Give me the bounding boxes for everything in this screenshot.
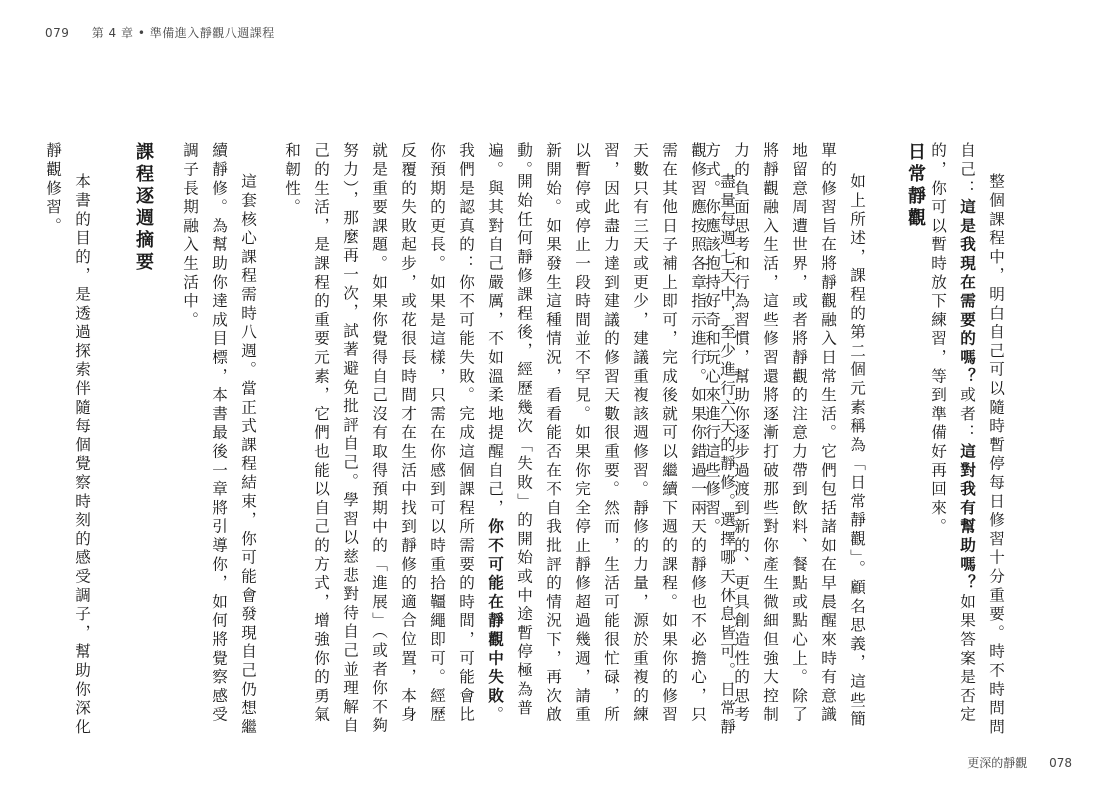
paragraph-core-course: 這套核心課程需時八週。當正式課程結束，你可能會發現自己仍想繼續靜修。為幫助你達成目標，本書最後一章將引導你，如何將覺察感受調子長期融入生活中。 bbox=[181, 142, 257, 737]
running-header bbox=[45, 24, 275, 41]
bold-statement: 你不可能在靜觀中失敗 bbox=[486, 518, 504, 706]
chapter-title: 第 4 章 • 準備進入靜觀八週課程 bbox=[91, 26, 275, 40]
paragraph-text: 。我們是認真的：你不可能失敗。完成這個課程所需要的時間，可能會比你預期的更長。如果是這樣，只需在你感到可以時重拾韁繩即可。經歷反覆的失敗起步，或花很長時間才在生活中找到靜修的適合位置，本身就是重要課題。如果你覺得自己沒有取得預期中的「進展」（或者你不夠努力），那麼再一次，試著避免批評自己。學習以慈悲對待自己並理解自己的生活，是課程的重要元素，它們也能以自己的方式，增強你的勇氣和韌性。 bbox=[283, 142, 504, 736]
paragraph-daily-mindfulness: 如上所述，課程的第二個元素稱為「日常靜觀」。顧名思義，這些簡單的修習旨在將靜觀融入日常生活。它們包括諸如在早晨醒來時有意識地留意周遭世界，或者將靜觀的注意力帶到飲料、餐點或點心上。除了將靜觀融入生活，這些修習還將逐漸打破那些對你產生微細但強大控制力的負面思考和行為習慣，幫助你逐步過渡到新的、更具創造性的思考方式。你應該抱持好奇和玩心來進行這些修習。 bbox=[703, 142, 866, 730]
bold-question: 這是我現在需要的嗎？ bbox=[958, 198, 976, 387]
running-footer bbox=[967, 754, 1072, 771]
book-title: 更深的靜觀 bbox=[967, 756, 1028, 770]
paragraph-text: 整個課程中，明白自己可以隨時暫停每日修習十分重要。時不時問問自己： bbox=[958, 142, 1005, 737]
paragraph-practice-frequency: 盡量每週七天中，至少進行六天的靜修。選擇哪天休息皆可。日常靜觀修習應按照各章指示進行。如果你錯過一兩天的靜修也不必擔心，只需在其他日子補上即可，完成後就可以繼續下週的課程。如果你的修習天數只有三天或更少，建議重複該週修習。靜修的力量，源於重複的練習，因此盡力達到建議的修習天數很重要。然而，生活可能很忙碌，所以暫停或停止一段時間並不罕見。如果你完全停止靜修超過幾週，請重新開始。如果發生這種情況，看看能否在不自我批評的情況下，再次啟動。 bbox=[515, 142, 736, 737]
section-heading-weekly-summary: 課程逐週摘要 bbox=[133, 142, 154, 274]
page-number-left: 079 bbox=[45, 26, 70, 40]
paragraph-pause-practice bbox=[923, 142, 1010, 742]
paragraph-text: 開始任何靜修課程後，經歷幾次「失敗」的開始或中途暫停極為普遍。與其對自己嚴厲，不如溫柔地提醒自己， bbox=[486, 142, 533, 719]
section-heading-daily-mindfulness: 日常靜觀 bbox=[905, 142, 926, 230]
page-number-right: 078 bbox=[1049, 756, 1072, 770]
bold-question: 這對我有幫助嗎？ bbox=[958, 442, 976, 594]
paragraph-text: 如果答案是否定的，你可以暫時放下練習，等到準備好再回來。 bbox=[929, 142, 976, 725]
paragraph-failure bbox=[277, 142, 538, 742]
paragraph-book-purpose: 本書的目的，是透過探索伴隨每個覺察時刻的感受調子，幫助你深化靜觀修習。 bbox=[44, 142, 91, 737]
paragraph-text: 或者： bbox=[958, 386, 976, 443]
